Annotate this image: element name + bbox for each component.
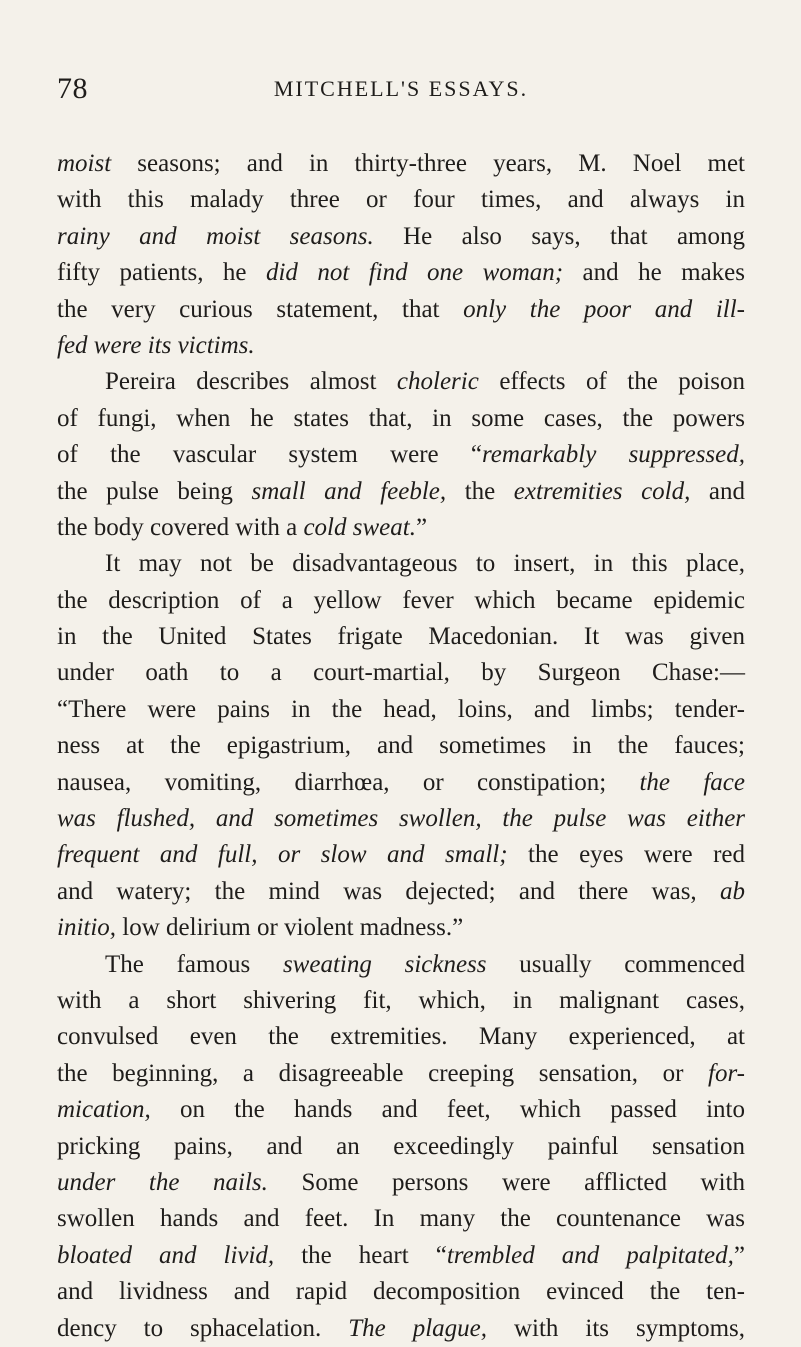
text-run (482, 805, 503, 832)
text-line (57, 692, 745, 728)
text-run (195, 805, 216, 832)
italic-text: mication, (57, 1096, 151, 1124)
text-run: the description of a yellow fever which became epidemic (57, 586, 745, 614)
text-line (57, 728, 745, 764)
text-run: the eyes were red (507, 841, 745, 869)
text-run: seasons; and in thirty-three years, M. Noel met (111, 150, 745, 177)
text-line (57, 837, 745, 873)
text-run: and he makes (563, 259, 745, 287)
text-run: and lividness and rapid decomposition evinced the ten- (57, 1278, 745, 1306)
text-line (57, 947, 745, 983)
text-line (57, 146, 745, 182)
italic-text: The plague, (348, 1314, 487, 1342)
text-line (57, 1129, 745, 1165)
text-run: dency to sphacelation. (57, 1314, 349, 1342)
italic-text: small and feeble, (251, 477, 447, 505)
text-line (57, 182, 745, 218)
italic-text: sweating sickness (282, 950, 487, 978)
text-line (57, 1201, 745, 1237)
text-line (57, 765, 745, 801)
text-run (257, 841, 278, 868)
text-run: It may not be disadvantageous to insert, in this place, (105, 550, 745, 578)
running-title: MITCHELL'S ESSAYS. (273, 76, 529, 101)
text-run: on the hands and feet, which passed into (150, 1096, 745, 1124)
text-line (57, 655, 745, 691)
text-run: ” (733, 1241, 745, 1269)
text-run: the very curious statement, that (57, 295, 464, 323)
text-run: convulsed even the extremities. Many experienced, at (57, 1023, 745, 1051)
text-line (57, 583, 745, 619)
text-run: nausea, vomiting, diarrhœa, or constipation; (57, 768, 640, 796)
text-run: with this malady three or four times, and always in (57, 186, 745, 214)
italic-text: the pulse was either (502, 805, 746, 833)
text-run: usually commenced (486, 950, 745, 978)
text-line (57, 219, 745, 255)
italic-text: fed were its victims. (57, 331, 255, 359)
text-run: the (446, 477, 514, 505)
text-line (57, 619, 745, 655)
text-run: effects of the poison (478, 368, 745, 396)
text-line (57, 874, 745, 910)
italic-text: rainy and moist seasons. (57, 222, 374, 250)
text-line (57, 437, 745, 473)
italic-text: bloated and livid, (57, 1241, 275, 1269)
text-run: ” (415, 513, 428, 541)
text-run: Some persons were afflicted with (267, 1168, 745, 1196)
text-line (57, 328, 745, 364)
text-run: the body covered with a (57, 513, 304, 541)
text-line (57, 292, 745, 328)
italic-text: choleric (396, 368, 479, 396)
text-line (57, 364, 745, 400)
text-line (57, 983, 745, 1019)
text-run: pricking pains, and an exceedingly painful sensation (57, 1132, 745, 1160)
italic-text: the face (639, 768, 745, 796)
italic-text: and sometimes swollen, (215, 805, 482, 833)
page-number: 78 (57, 72, 88, 105)
text-run: swollen hands and feet. In many the countenance was (57, 1205, 745, 1233)
text-run: low delirium or violent madness.” (116, 914, 464, 942)
text-line (57, 910, 745, 946)
text-line (57, 1056, 745, 1092)
italic-text: or slow and small; (277, 841, 508, 869)
text-run: in the United States frigate Macedonian. It was given (57, 623, 745, 651)
italic-text: cold sweat. (303, 513, 416, 541)
italic-text: ab (720, 877, 745, 905)
text-line (57, 1311, 745, 1347)
text-run: under oath to a court-martial, by Surgeon Chase:— (57, 659, 745, 687)
text-line (57, 474, 745, 510)
italic-text: frequent and full, (57, 841, 258, 869)
text-run: Pereira describes almost (105, 368, 397, 396)
italic-text: for- (708, 1059, 745, 1087)
text-run: The famous (105, 950, 283, 978)
text-run: with its symptoms, (487, 1314, 745, 1342)
italic-text: extremities cold, (513, 477, 691, 505)
text-line (57, 255, 745, 291)
text-run: ness at the epigastrium, and sometimes in the fauces; (57, 732, 745, 760)
italic-text: moist (57, 150, 112, 177)
text-run: the heart “ (274, 1241, 447, 1269)
text-run: He also says, that among (373, 222, 745, 250)
text-run: the pulse being (57, 477, 252, 505)
italic-text: initio, (57, 914, 117, 942)
text-line (57, 1019, 745, 1055)
text-line (57, 801, 745, 837)
italic-text: only the poor and ill- (463, 295, 745, 323)
text-line (57, 1238, 745, 1274)
italic-text: under the nails. (57, 1168, 268, 1196)
italic-text: did not find one woman; (265, 259, 564, 287)
page-header (57, 72, 745, 112)
body-text (57, 146, 745, 1347)
text-run: the beginning, a disagreeable creeping sensation, or (57, 1059, 708, 1087)
text-line (57, 1274, 745, 1310)
text-run: fifty patients, he (57, 259, 266, 287)
italic-text: trembled and palpitated, (446, 1241, 734, 1269)
text-run: “There were pains in the head, loins, and limbs; tender- (57, 695, 745, 723)
text-run: and watery; the mind was dejected; and there was, (57, 877, 720, 905)
text-line (57, 401, 745, 437)
text-run: of the vascular system were “ (57, 441, 482, 469)
text-line (57, 510, 745, 546)
text-line (57, 1092, 745, 1128)
text-run: and (690, 477, 746, 505)
text-line (57, 1165, 745, 1201)
text-run: of fungi, when he states that, in some cases, the powers (57, 404, 745, 432)
italic-text: remarkably suppressed, (482, 441, 745, 469)
text-run: with a short shivering fit, which, in malignant cases, (57, 986, 745, 1014)
text-line (57, 546, 745, 582)
italic-text: was flushed, (57, 805, 196, 833)
